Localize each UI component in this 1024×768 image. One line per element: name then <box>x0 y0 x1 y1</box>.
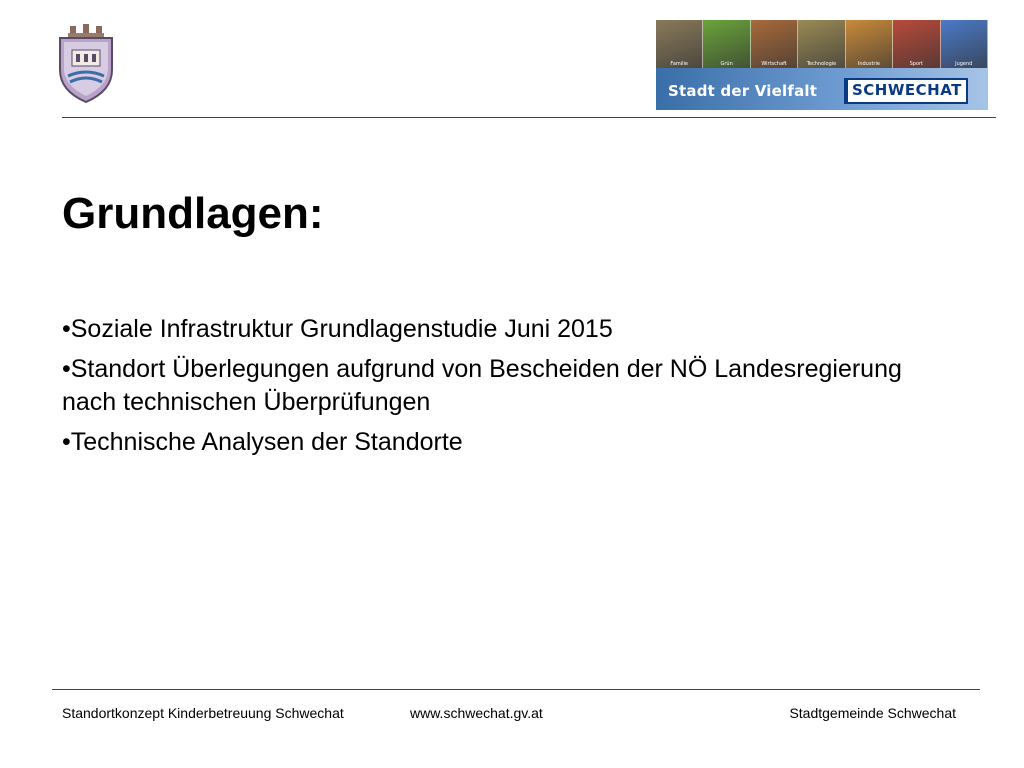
banner-tile-label: Sport <box>909 61 924 67</box>
slide-title: Grundlagen: <box>62 189 324 238</box>
banner-tile <box>798 20 845 68</box>
banner-tile-label: Jugend <box>955 61 973 67</box>
banner-tile <box>893 20 940 68</box>
banner-brand: SCHWECHAT <box>844 78 968 104</box>
footer-divider <box>52 689 980 690</box>
banner-tile <box>751 20 798 68</box>
banner-tile-label: Technologie <box>806 61 837 67</box>
banner-tile <box>656 20 703 68</box>
header-divider <box>62 117 996 118</box>
banner-tiles <box>656 20 988 68</box>
banner-strip <box>656 68 988 110</box>
banner-tile-label: Industrie <box>857 61 880 67</box>
banner-slogan: Stadt der Vielfalt <box>668 82 818 100</box>
footer-organization: Stadtgemeinde Schwechat <box>789 705 956 721</box>
footer-url: www.schwechat.gv.at <box>410 705 543 721</box>
banner-tile-label: Familie <box>670 61 689 67</box>
banner-tile-label: Grün <box>720 61 733 67</box>
banner-tile <box>941 20 988 68</box>
bullet-item: •Technische Analysen der Standorte <box>62 428 463 456</box>
banner-tile-label: Wirtschaft <box>761 61 787 67</box>
city-coat-of-arms-icon <box>56 24 116 104</box>
bullet-list <box>62 313 942 466</box>
bullet-item: •Soziale Infrastruktur Grundlagenstudie Juni 2015 <box>62 315 613 343</box>
footer-title: Standortkonzept Kinderbetreuung Schwechat <box>62 705 344 721</box>
banner-tile <box>846 20 893 68</box>
banner-tile <box>703 20 750 68</box>
city-banner-logo <box>656 20 988 110</box>
bullet-item: •Standort Überlegungen aufgrund von Bescheiden der NÖ Landesregierung nach technischen Überprüfungen <box>62 355 902 416</box>
